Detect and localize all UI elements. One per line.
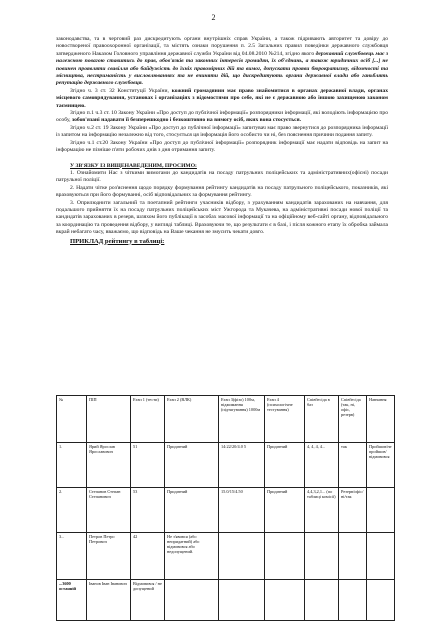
table-cell: Відмовився / не допущений xyxy=(131,580,165,621)
table-cell: Придатний xyxy=(165,488,219,533)
table-cell xyxy=(367,533,395,580)
table-cell xyxy=(305,580,339,621)
text-run: Згідно ч. 3 ст. 32 Конституції України, xyxy=(70,87,172,94)
header-cell: № xyxy=(57,396,87,443)
table-cell xyxy=(339,533,367,580)
table-cell: Пройшов/не пройшов/ відмовився xyxy=(367,443,395,488)
table-cell: Петров Петро Петрович xyxy=(87,533,131,580)
text-run: законодавства, та в черговий раз дискредитують органи внутрішніх справ України, а також підривають авторитет та довіру до новоствореної правоохоронної організації, та містять ознаки порушення п. 2.5 Загальних правил поведінки державного службовця затвердженого Наказом Головного управління державної служби України від 04.08.2010 №214, згідно якого xyxy=(56,36,388,57)
table-cell: Не з'явився (або непридатний) або відмовився або недопущений. xyxy=(165,533,219,580)
table-cell: Степанов Степан Степанович xyxy=(87,488,131,533)
table-row xyxy=(57,580,395,621)
paragraph-art10 xyxy=(56,110,388,125)
table-cell: 1. xyxy=(57,443,87,488)
table-cell: ...3600 останній xyxy=(57,580,87,621)
table-cell: 4,4,3,2,1... (по таблиці комісії) xyxy=(305,488,339,533)
text-run-emphasis: зобов'язані надавати її безперешкодно і безкоштовно на вимогу осіб, яких вона стосується. xyxy=(71,117,302,124)
table-row xyxy=(57,533,395,580)
header-cell: Етап 2 (ВЛК) xyxy=(165,396,219,443)
text-run-emphasis: кожний громадянин має право знайомитися в органах державної влади, органах місцевого самоврядування, установах і організаціях з відомостями про себе, які не є державною або іншою захищеною законом таємницею. xyxy=(56,87,389,109)
request-item-3: 3. Оприлюднити загальний та поетапний рейтинги учасників відбору, з урахуванням кандидатів зарахованих на навчання, для подальшого прийняття їх на посаду патрульних поліцейських міст Ужгорода та Мукачева, на адміністративні посади нової поліції та кандидатів зарахованих в резерв, шляхом його публікації в засобах масової інформації та на офіційному веб-сайті органу, відповідального за координацію та проведення відбору, у вигляді таблиці. Враховуючи те, що результати є в базі, і після кожного етапу їх обробка займала вкрай небагато часу, вважаємо, що відповідь на Ваше чекання не змусить чекати довго. xyxy=(56,199,388,236)
header-cell: Етап 1 (тести) xyxy=(131,396,165,443)
table-title xyxy=(56,238,388,245)
header-cell: Етап 3(фізо) 100м, віджимання (підтягування) 1000м xyxy=(219,396,265,443)
table-cell: 42 xyxy=(131,533,165,580)
table-cell: Іванов Іван Іванович xyxy=(87,580,131,621)
rating-table xyxy=(56,395,395,621)
request-item-1: 1. Ознайомити Нас з чіткими вимогами до кандидатів на посаду патрульних поліцейських та адміністративних(офісні) посади патрульної поліції. xyxy=(56,169,388,184)
table-row xyxy=(57,488,395,533)
table-cell xyxy=(265,580,305,621)
table-cell xyxy=(265,533,305,580)
table-cell: так xyxy=(339,443,367,488)
table-cell xyxy=(367,580,395,621)
table-title-text: ПРИКЛАД рейтингу в таблиці: xyxy=(70,237,165,245)
request-item-2: 2. Надати чітке роз'яснення щодо порядку формування рейтингу кандидатів на посаду патрульного поліцейського, показників, які враховуються при його формуванні, осіб відповідальних за формування рейтингу. xyxy=(56,184,388,199)
table-cell: 3... xyxy=(57,533,87,580)
header-cell: Навчання xyxy=(367,396,395,443)
table-cell: Придатний xyxy=(265,488,305,533)
text-run-emphasis: державний службовець має з належною повагою ставитись до прав, обов'язків та законних інтересів громадян, їх об'єднань, а також юридичних осіб [...] xyxy=(56,50,389,65)
header-cell: Етап 4 (психологічне тестування) xyxy=(265,396,305,443)
table-cell: Придатний xyxy=(165,443,219,488)
header-cell: Співбесіда (так, ні, офіс, резерв) xyxy=(339,396,367,443)
table-cell: 14:22/20/4.0 5 xyxy=(219,443,265,488)
table-cell: 4, 4, 4, 4... xyxy=(305,443,339,488)
table-cell xyxy=(339,580,367,621)
table-cell: 15.0/15/4.50 xyxy=(219,488,265,533)
page-number: 2 xyxy=(211,13,216,22)
text-run: Згідно п.1 ч.3 ст. 10 Закону України «Про доступ до публічної інформації» розпорядники інформації, які володіють інформацією про особу, xyxy=(56,110,388,124)
table-cell xyxy=(305,533,339,580)
request-heading xyxy=(56,163,388,170)
table-cell: 53 xyxy=(131,488,165,533)
paragraph-art20: Згідно ч.1 ст.20 Закону України «Про доступ до публічної інформації» розпорядник інформації має надати відповідь на запит на інформацію не пізніше п'яти робочих днів з дня отримання запиту. xyxy=(56,139,388,154)
table-cell: Ярий Ярослав Ярославович xyxy=(87,443,131,488)
table-header-row xyxy=(57,396,395,443)
table-cell xyxy=(165,580,219,621)
paragraph-civil-service-rules xyxy=(56,36,388,88)
table-cell: 2. xyxy=(57,488,87,533)
table-cell: 51 xyxy=(131,443,165,488)
table-cell: Резерв/офіс/ні/так xyxy=(339,488,367,533)
table-cell xyxy=(219,580,265,621)
header-cell: Співбесіда в баз xyxy=(305,396,339,443)
table-cell xyxy=(219,533,265,580)
header-cell: ПІП xyxy=(87,396,131,443)
paragraph-constitution xyxy=(56,88,388,110)
table-row xyxy=(57,443,395,488)
table-cell: Придатний xyxy=(265,443,305,488)
text-run-emphasis: не повинен проявляти свавілля або байдужість до їхніх правомірних дій та вимог, допускати прояви бюрократизму, відомчості та місництва, нестриманість у висловлюваннях та не вчиняти дій, що дискредитують органи державної влади або ганьблять репутацію державного службовця. xyxy=(56,58,388,87)
paragraph-art19: Згідно ч.2 ст. 19 Закону України «Про доступ до публічної інформації» запитувач має право звернутися до розпорядника інформації із запитом на інформацію незалежно від того, стосується ця інформація його особисто чи ні, без пояснення причини подання запиту. xyxy=(56,124,388,139)
table-cell xyxy=(367,488,395,533)
request-heading-text: У ЗВ'ЯЗКУ ІЗ ВИЩЕНАВЕДЕНИМ, ПРОСИМО: xyxy=(70,162,197,169)
document-body xyxy=(56,36,388,245)
